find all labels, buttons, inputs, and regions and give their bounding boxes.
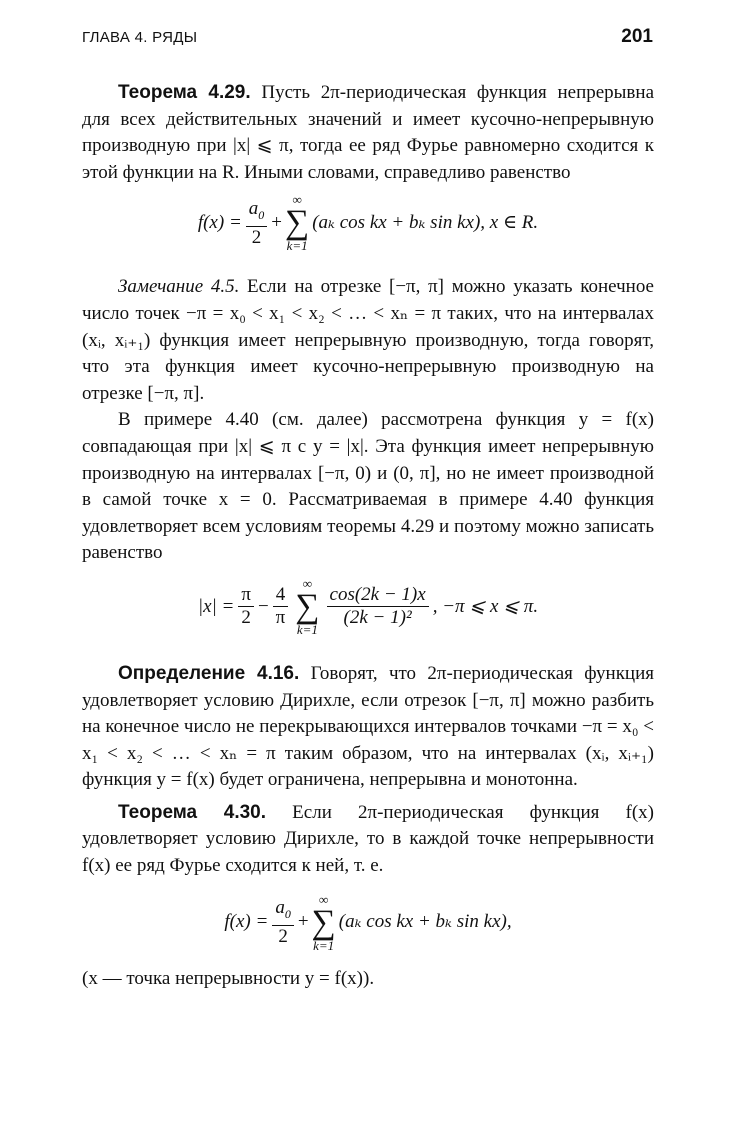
formula-abs-x-series — [82, 567, 654, 647]
denominator: 2 — [251, 226, 262, 248]
plus-sign: + — [271, 212, 282, 234]
denominator: 2 — [241, 607, 251, 629]
denominator: π — [275, 607, 286, 629]
theorem-4-29-text: Пусть 2π-периодическая функция непрерывна для всех действительных значений и имеет кусочно-непрерывную производную при |x| ⩽ π, тогда ее ряд Фурье равномерно сходится к этой функции на R. Иными словами, справедливо равенство — [82, 82, 655, 183]
formula-fourier-series-1 — [82, 186, 654, 260]
sum-lower-limit: k=1 — [296, 621, 318, 637]
formula-lhs: f(x) = — [197, 212, 242, 234]
remark-4-5-lead: Замечание 4.5. — [118, 276, 240, 298]
page-header — [82, 26, 653, 50]
formula-lhs: f(x) = — [224, 911, 269, 933]
formula-fourier-series-2 — [82, 880, 654, 966]
definition-4-16 — [82, 661, 654, 794]
a0-subscript: 0 — [258, 207, 265, 222]
theorem-4-30-lead: Теорема 4.30. — [118, 801, 267, 823]
sum-symbol: ∞ ∑ k=1 — [295, 575, 320, 637]
theorem-4-30 — [82, 800, 654, 880]
sum-symbol: ∞ ∑ k=1 — [284, 192, 310, 254]
minus-sign: − — [257, 595, 269, 617]
denominator: 2 — [278, 926, 288, 948]
example-paragraph-text: В примере 4.40 (см. далее) рассмотрена функция y = f(x) совпадающая при |x| ⩽ π с y = |x|. Эта функция имеет непрерывную производную на интервалах [−π, 0) и (0, π], но не имеет производной в самой точке x = 0. Рассматриваемая в примере 4.40 функция удовлетворяет всем условиям теоремы 4.29 и поэтому можно записать равенство — [82, 409, 654, 564]
fraction-4-over-pi — [273, 584, 289, 629]
a0-subscript: 0 — [284, 907, 291, 922]
page-body — [82, 80, 654, 992]
theorem-4-29 — [82, 80, 654, 186]
numerator: cos(2k − 1)x — [327, 584, 429, 607]
remark-4-5-text: Если на отрезке [−π, π] можно указать конечное число точек −π = x₀ < x₁ < x₂ < … < xₙ = π таких, что на интервалах (xᵢ, xᵢ₊₁) функция имеет непрерывную производную, тогда говорят, что эта функция имеет кусочно-непрерывную производную на отрезке [−π, π]. — [82, 276, 654, 404]
fraction-a0-over-2 — [272, 897, 294, 948]
running-head: ГЛАВА 4. РЯДЫ — [82, 29, 198, 46]
formula-tail: , −π ⩽ x ⩽ π. — [432, 595, 539, 617]
sum-lower-limit: k=1 — [313, 937, 335, 953]
theorem-4-29-lead: Теорема 4.29. — [118, 82, 251, 103]
sum-upper-limit: ∞ — [302, 575, 313, 591]
page-number: 201 — [621, 26, 653, 47]
definition-4-16-text: Говорят, что 2π-периодическая функция удовлетворяет условию Дирихле, если отрезок [−π, π] можно разбить на конечное число не перекрывающихся интервалов точками −π = x₀ < x₁ < x₂ < … < xₙ = π таким образом, что на интервалах (xᵢ, xᵢ₊₁) функция y = f(x) будет ограничена, непрерывна и монотонна. — [82, 662, 655, 791]
sum-upper-limit: ∞ — [319, 891, 329, 907]
fraction-cos-term — [327, 584, 429, 629]
formula-lhs: |x| = — [197, 595, 235, 617]
theorem-4-30-after — [82, 966, 654, 993]
a0-symbol: a — [248, 197, 259, 219]
sum-symbol: ∞ ∑ k=1 — [311, 891, 336, 953]
numerator: 4 — [273, 584, 289, 607]
a0-symbol: a — [275, 897, 285, 919]
continuity-note: (x — точка непрерывности y = f(x)). — [82, 967, 375, 989]
fraction-pi-over-2 — [238, 584, 254, 629]
remark-4-5 — [82, 274, 654, 407]
series-term: (aₖ cos kx + bₖ sin kx), x ∈ R. — [312, 212, 539, 234]
denominator: (2k − 1)² — [343, 607, 412, 629]
theorem-4-30-text: Если 2π-периодическая функция f(x) удовлетворяет условию Дирихле, то в каждой точке непрерывности f(x) ее ряд Фурье сходится к ней, т. е. — [82, 801, 654, 877]
sum-upper-limit: ∞ — [292, 192, 302, 208]
fraction-a0-over-2 — [246, 198, 268, 249]
sum-lower-limit: k=1 — [286, 238, 308, 254]
series-term: (aₖ cos kx + bₖ sin kx), — [338, 911, 512, 933]
example-paragraph — [82, 407, 654, 567]
definition-4-16-lead: Определение 4.16. — [118, 662, 300, 684]
numerator: π — [238, 584, 254, 607]
plus-sign: + — [297, 911, 309, 933]
